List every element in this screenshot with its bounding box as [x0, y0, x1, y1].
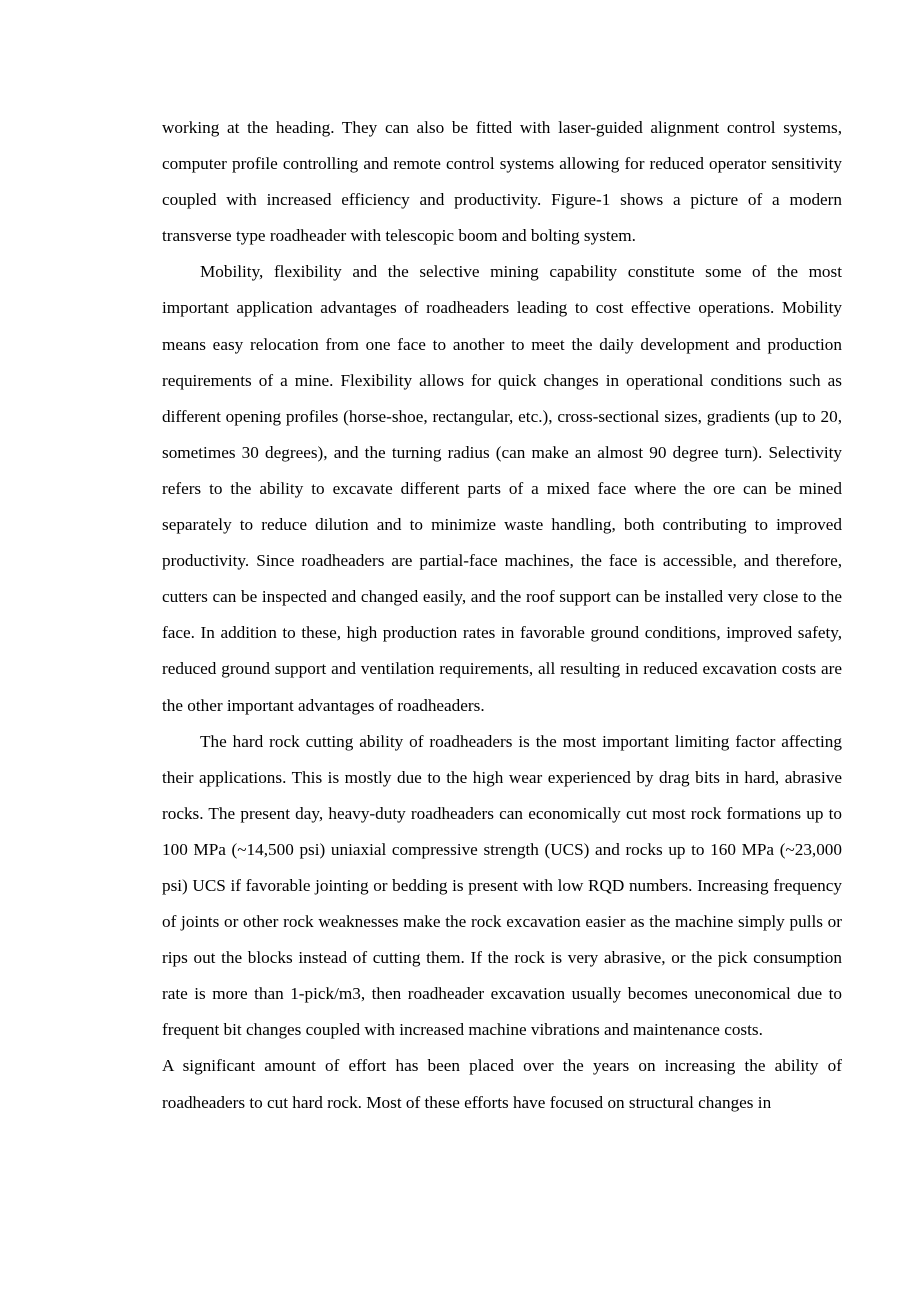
paragraph-1: working at the heading. They can also be fitted with laser-guided alignment control systems, computer profile controlling and remote control systems allowing for reduced operator sensitivity coupled with increased efficiency and productivity. Figure-1 shows a picture of a modern transverse type roadheader with telescopic boom and bolting system. — [162, 118, 842, 246]
paragraph-2: Mobility, flexibility and the selective mining capability constitute some of the most important application advantages of roadheaders leading to cost effective operations. Mobility means easy relocation from one face to another to meet the daily development and production requirements of a mine. Flexibility allows for quick changes in operational conditions such as different opening profiles (horse-shoe, rectangular, etc.), cross-sectional sizes, gradients (up to 20, sometimes 30 degrees), and the turning radius (can make an almost 90 degree turn). Selectivity refers to the ability to excavate different parts of a mixed face where the ore can be mined separately to reduce dilution and to minimize waste handling, both contributing to improved productivity. Since roadheaders are partial-face machines, the face is accessible, and therefore, cutters can be inspected and changed easily, and the roof support can be installed very close to the face. In addition to these, high production rates in favorable ground conditions, improved safety, reduced ground support and ventilation requirements, all resulting in reduced excavation costs are the other important advantages of roadheaders. — [162, 262, 842, 715]
paragraph-4: A significant amount of effort has been placed over the years on increasing the ability of roadheaders to cut hard rock. Most of these efforts have focused on structural changes in — [162, 1056, 842, 1112]
document-page — [162, 110, 842, 1121]
paragraph-3: The hard rock cutting ability of roadheaders is the most important limiting factor affecting their applications. This is mostly due to the high wear experienced by drag bits in hard, abrasive rocks. The present day, heavy-duty roadheaders can economically cut most rock formations up to 100 MPa (~14,500 psi) uniaxial compressive strength (UCS) and rocks up to 160 MPa (~23,000 psi) UCS if favorable jointing or bedding is present with low RQD numbers. Increasing frequency of joints or other rock weaknesses make the rock excavation easier as the machine simply pulls or rips out the blocks instead of cutting them. If the rock is very abrasive, or the pick consumption rate is more than 1-pick/m3, then roadheader excavation usually becomes uneconomical due to frequent bit changes coupled with increased machine vibrations and maintenance costs. — [162, 731, 842, 1040]
